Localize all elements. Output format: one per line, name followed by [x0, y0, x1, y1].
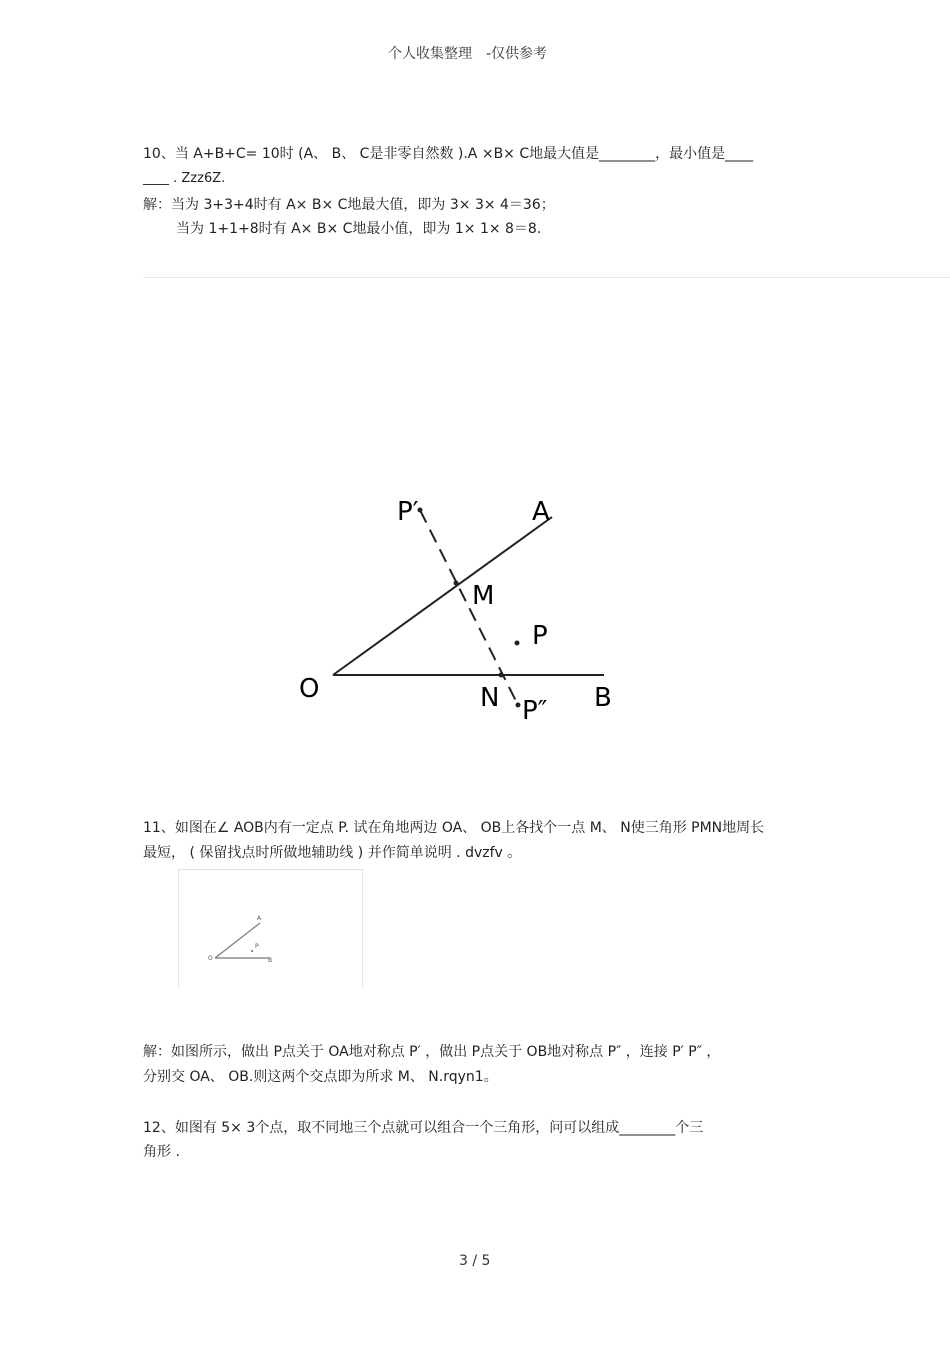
label-o: O: [299, 674, 320, 704]
q12-text-line1: 12、如图有 5× 3个点，取不同地三个点就可以组合一个三角形，问可以组成________个三: [143, 1120, 704, 1136]
point-p: [515, 641, 520, 646]
small-figure-drawing: [179, 870, 362, 987]
q10-solution-line1: 解：当为 3+3+4时有 A× B× C地最大值，即为 3× 3× 4＝36；: [143, 197, 555, 213]
q10-text-line2: ____ . Zzz6Z.: [143, 171, 226, 186]
page-header: 个人收集整理 -仅供参考: [388, 46, 548, 62]
small-ray-oa: [215, 923, 260, 958]
page-number: 3 / 5: [459, 1253, 491, 1269]
label-p2: P″: [522, 696, 548, 726]
q10-text-line1: 10、当 A+B+C= 10时 (A、 B、 C是非零自然数 ).A ×B× C地最大值是________，最小值是____: [143, 146, 754, 162]
q11-solution-line1: 解：如图所示，做出 P点关于 OA地对称点 P′ ，做出 P点关于 OB地对称点 P″ ，连接 P′ P″ ，: [143, 1044, 721, 1060]
small-point-p: [251, 950, 253, 952]
ray-oa: [333, 517, 552, 675]
label-p1: P′: [397, 497, 419, 527]
q10-solution-line2: 当为 1+1+8时有 A× B× C地最小值，即为 1× 1× 8＝8.: [176, 221, 542, 237]
label-m: M: [472, 581, 495, 611]
point-p2: [516, 703, 521, 708]
label-p: P: [532, 621, 548, 651]
q11-text-line1: 11、如图在∠ AOB内有一定点 P. 试在角地两边 OA、 OB上各找个一点 M、 N使三角形 PMN地周长: [143, 820, 765, 836]
q11-solution-line2: 分别交 OA、 OB.则这两个交点即为所求 M、 N.rqyn1。: [143, 1069, 498, 1085]
point-m: [454, 581, 459, 586]
small-label-b: B: [268, 957, 273, 964]
q11-text-line2: 最短， ( 保留找点时所做地辅助线 ) 并作简单说明 . dvzfv 。: [143, 845, 522, 861]
small-label-p: P: [255, 943, 259, 950]
label-b: B: [594, 683, 612, 713]
geometry-figure-small: [178, 869, 363, 987]
small-label-a: A: [257, 915, 262, 922]
label-n: N: [480, 683, 500, 713]
label-a: A: [532, 497, 550, 527]
small-label-o: O: [208, 955, 213, 962]
q12-text-line2: 角形 .: [143, 1144, 180, 1160]
point-n: [499, 673, 504, 678]
